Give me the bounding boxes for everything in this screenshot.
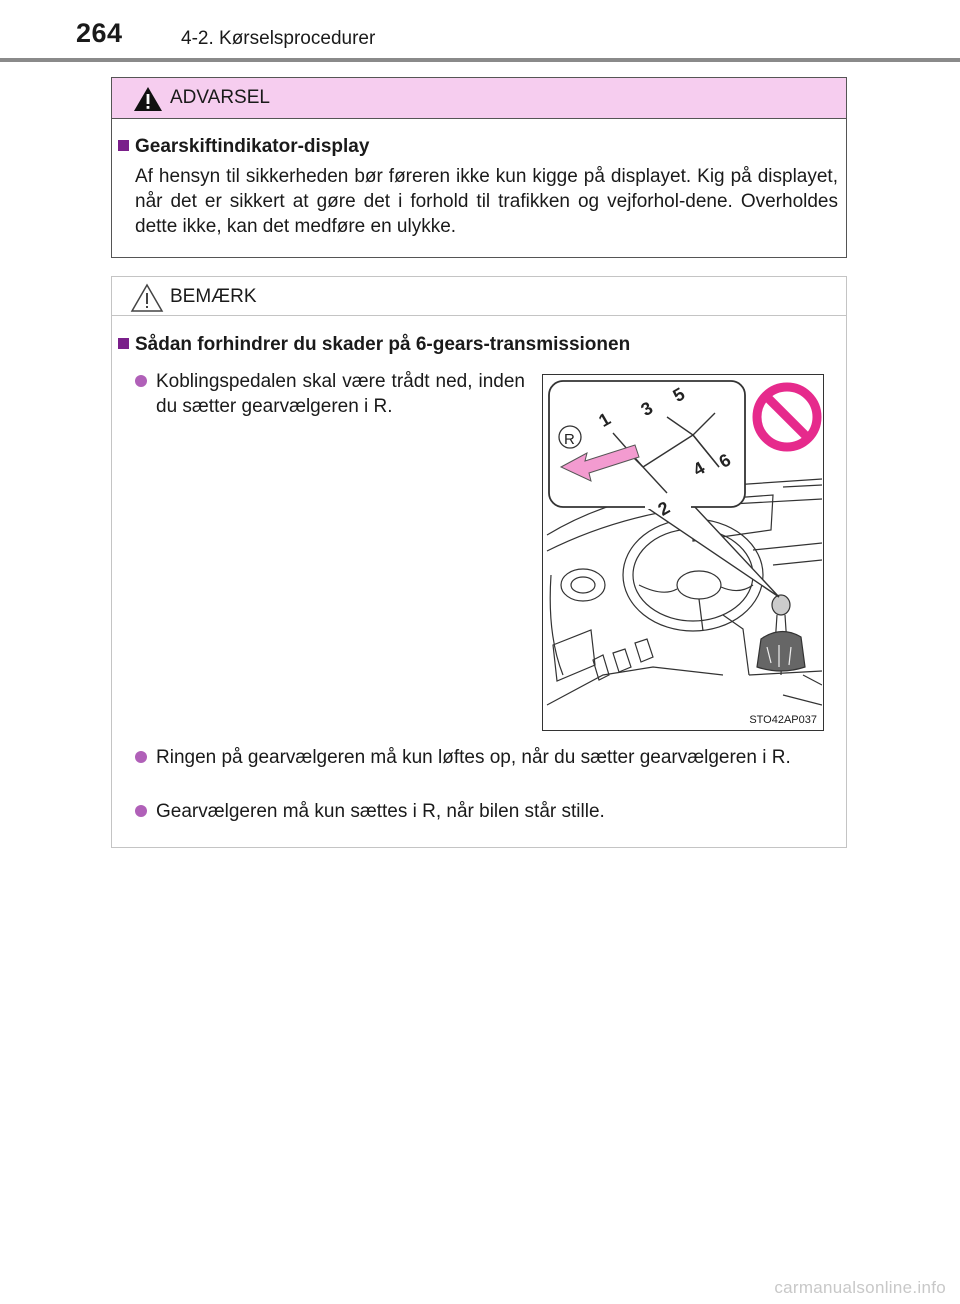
note-box [111, 276, 847, 848]
svg-text:2: 2 [654, 497, 674, 520]
svg-text:3: 3 [637, 397, 657, 420]
note-title: BEMÆRK [170, 286, 257, 307]
bullet-text: Ringen på gearvælgeren må kun løftes op, når du sætter gearvælgeren i R. [156, 747, 791, 768]
bullet-item [135, 369, 525, 419]
warning-subheading-text: Gearskiftindikator-display [135, 136, 370, 157]
gear-shift-drawing [543, 375, 822, 729]
warning-title: ADVARSEL [170, 87, 270, 108]
prohibition-icon [757, 387, 817, 447]
round-bullet-icon [135, 751, 147, 763]
watermark: carmanualsonline.info [774, 1278, 946, 1297]
note-subheading [118, 334, 630, 356]
page-number: 264 [76, 18, 123, 48]
caution-outline-icon [130, 283, 164, 313]
warning-body: Af hensyn til sikkerheden bør føreren ikke kun kigge på displayet. Kig på displayet, når det er sikkert at gøre det i forhold til trafikken og vejforhol-dene. Overholdes dette ikke, kan det medføre en ulykke. [135, 166, 838, 237]
header-rule [0, 58, 960, 62]
svg-text:4: 4 [689, 457, 709, 480]
svg-text:6: 6 [715, 449, 735, 472]
square-bullet-icon [118, 140, 129, 151]
svg-text:R: R [564, 431, 575, 448]
round-bullet-icon [135, 805, 147, 817]
note-subheading-text: Sådan forhindrer du skader på 6-gears-transmissionen [135, 334, 631, 355]
bullet-item [135, 799, 840, 824]
bullet-text: Koblingspedalen skal være trådt ned, inden du sætter gearvælgeren i R. [156, 371, 525, 417]
warning-subheading [118, 136, 369, 158]
svg-text:5: 5 [669, 383, 689, 406]
square-bullet-icon [118, 338, 129, 349]
note-header [112, 277, 846, 316]
bullet-item [135, 745, 840, 770]
gear-shift-illustration [542, 374, 824, 731]
round-bullet-icon [135, 375, 147, 387]
svg-text:1: 1 [595, 408, 614, 431]
warning-box [111, 77, 847, 258]
section-title: 4-2. Kørselsprocedurer [181, 28, 376, 49]
bullet-text: Gearvælgeren må kun sættes i R, når bilen står stille. [156, 801, 605, 822]
warning-header [112, 78, 846, 119]
warning-triangle-icon [133, 86, 163, 112]
illustration-code: STO42AP037 [749, 714, 817, 726]
